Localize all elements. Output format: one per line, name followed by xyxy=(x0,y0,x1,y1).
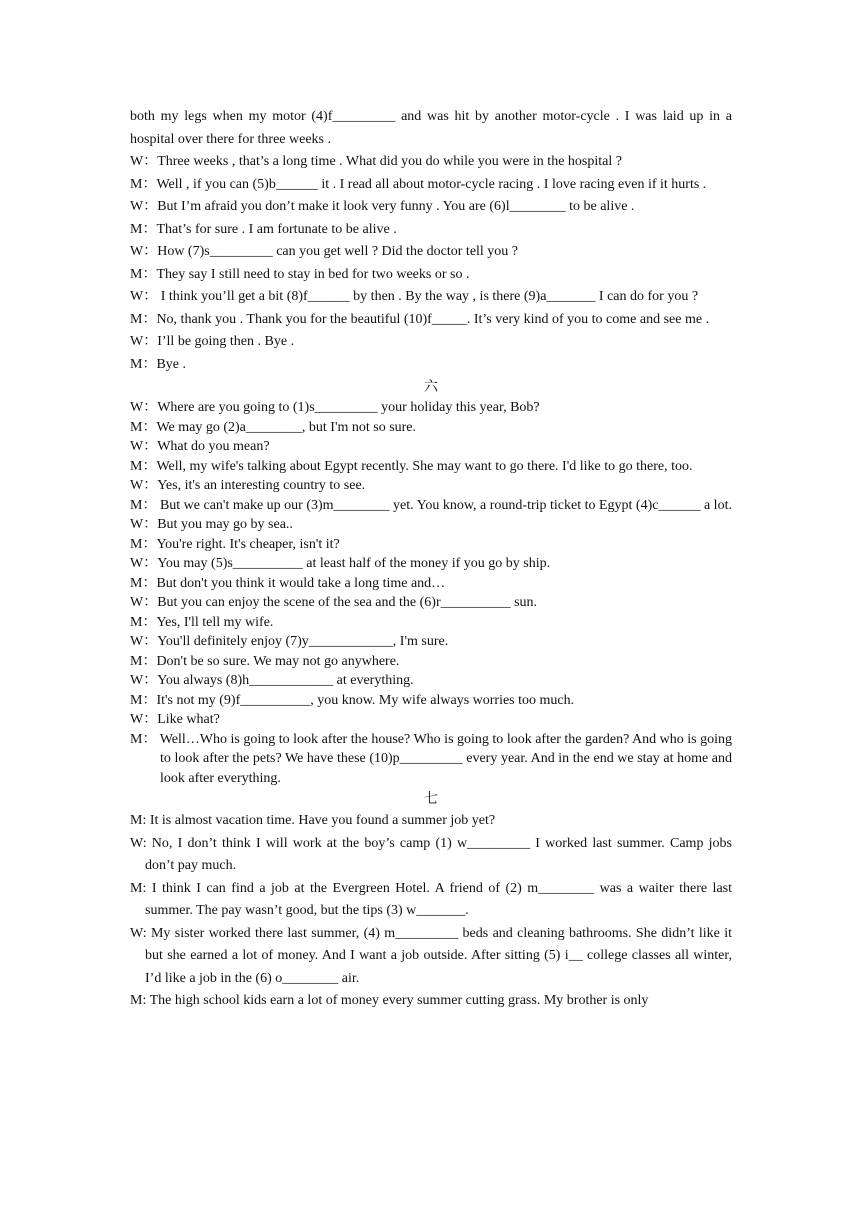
dialogue-line: M：Well , if you can (5)b______ it . I read all about motor-cycle racing . I love racing even if it hurts . xyxy=(130,176,707,192)
dialogue-line: W：Like what? xyxy=(130,712,220,727)
dialogue-line: W：But you can enjoy the scene of the sea and the (6)r__________ sun. xyxy=(130,595,538,610)
dialogue-line: M： Well…Who is going to look after the house? Who is going to look after the garden? And who is going to look after the pets? We have these (10)p_________ every year. And in the end we stay at home and look after everything. xyxy=(130,731,732,786)
dialogue-line: M：Yes, I'll tell my wife. xyxy=(130,614,274,630)
dialogue-line: M：We may go (2)a________, but I'm not so sure. xyxy=(130,419,417,435)
dialogue-line: M：Don't be so sure. We may not go anywhere. xyxy=(130,653,400,669)
document-page xyxy=(130,106,732,1013)
dialogue-line: M：They say I still need to stay in bed for two weeks or so . xyxy=(130,266,470,282)
dialogue-line: W：What do you mean? xyxy=(130,439,270,454)
dialogue-line: M: I think I can find a job at the Evergreen Hotel. A friend of (2) m________ was a waiter there last summer. The pay wasn’t good, but the tips (3) w_______. xyxy=(130,880,732,918)
dialogue-line: W: My sister worked there last summer, (4) m_________ beds and cleaning bathrooms. She didn’t like it but she earned a lot of money. And I want a job outside. After sitting (5) i__ college classes all winter, I’d like a job in the (6) o________ air. xyxy=(130,925,732,986)
dialogue-section-5 xyxy=(130,106,732,376)
dialogue-line: W：Yes, it's an interesting country to see. xyxy=(130,478,366,493)
dialogue-line: W：Three weeks , that’s a long time . What did you do while you were in the hospital ? xyxy=(130,154,622,169)
dialogue-section-6 xyxy=(130,398,732,788)
dialogue-line: W：You'll definitely enjoy (7)y____________, I'm sure. xyxy=(130,634,449,649)
dialogue-line: W： I think you’ll get a bit (8)f______ by then . By the way , is there (9)a_______ I can do for you ? xyxy=(130,289,699,304)
section-heading-7: 七 xyxy=(424,791,438,807)
dialogue-line: W：How (7)s_________ can you get well ? Did the doctor tell you ? xyxy=(130,244,519,259)
dialogue-line: M：It's not my (9)f__________, you know. My wife always worries too much. xyxy=(130,692,575,708)
dialogue-line: W：But you may go by sea.. xyxy=(130,517,293,532)
dialogue-line: W：But I’m afraid you don’t make it look very funny . You are (6)l________ to be alive . xyxy=(130,199,635,214)
dialogue-line: M： But we can't make up our (3)m________ yet. You know, a round-trip ticket to Egypt (4)c______ a lot. xyxy=(130,497,732,513)
section-heading-6: 六 xyxy=(424,379,438,395)
dialogue-line: both my legs when my motor (4)f_________ and was hit by another motor-cycle . I was laid up in a hospital over there for three weeks . xyxy=(130,109,732,147)
dialogue-line: W：I’ll be going then . Bye . xyxy=(130,334,295,349)
dialogue-line: W: No, I don’t think I will work at the boy’s camp (1) w_________ I worked last summer. Camp jobs don’t pay much. xyxy=(130,835,732,873)
dialogue-line: M：That’s for sure . I am fortunate to be alive . xyxy=(130,221,397,237)
dialogue-line: M：Bye . xyxy=(130,356,186,372)
dialogue-line: M：Well, my wife's talking about Egypt recently. She may want to go there. I'd like to go there, too. xyxy=(130,458,693,474)
dialogue-line: M：You're right. It's cheaper, isn't it? xyxy=(130,536,340,552)
dialogue-line: M: It is almost vacation time. Have you found a summer job yet? xyxy=(130,813,496,828)
dialogue-line: M: The high school kids earn a lot of money every summer cutting grass. My brother is only xyxy=(130,993,649,1008)
dialogue-line: M：But don't you think it would take a long time and… xyxy=(130,575,446,591)
dialogue-line: W：Where are you going to (1)s_________ your holiday this year, Bob? xyxy=(130,400,540,415)
dialogue-line: W：You always (8)h____________ at everything. xyxy=(130,673,414,688)
dialogue-line: W：You may (5)s__________ at least half of the money if you go by ship. xyxy=(130,556,551,571)
dialogue-line: M：No, thank you . Thank you for the beautiful (10)f_____. It’s very kind of you to come and see me . xyxy=(130,311,710,327)
dialogue-section-7 xyxy=(130,810,732,1013)
